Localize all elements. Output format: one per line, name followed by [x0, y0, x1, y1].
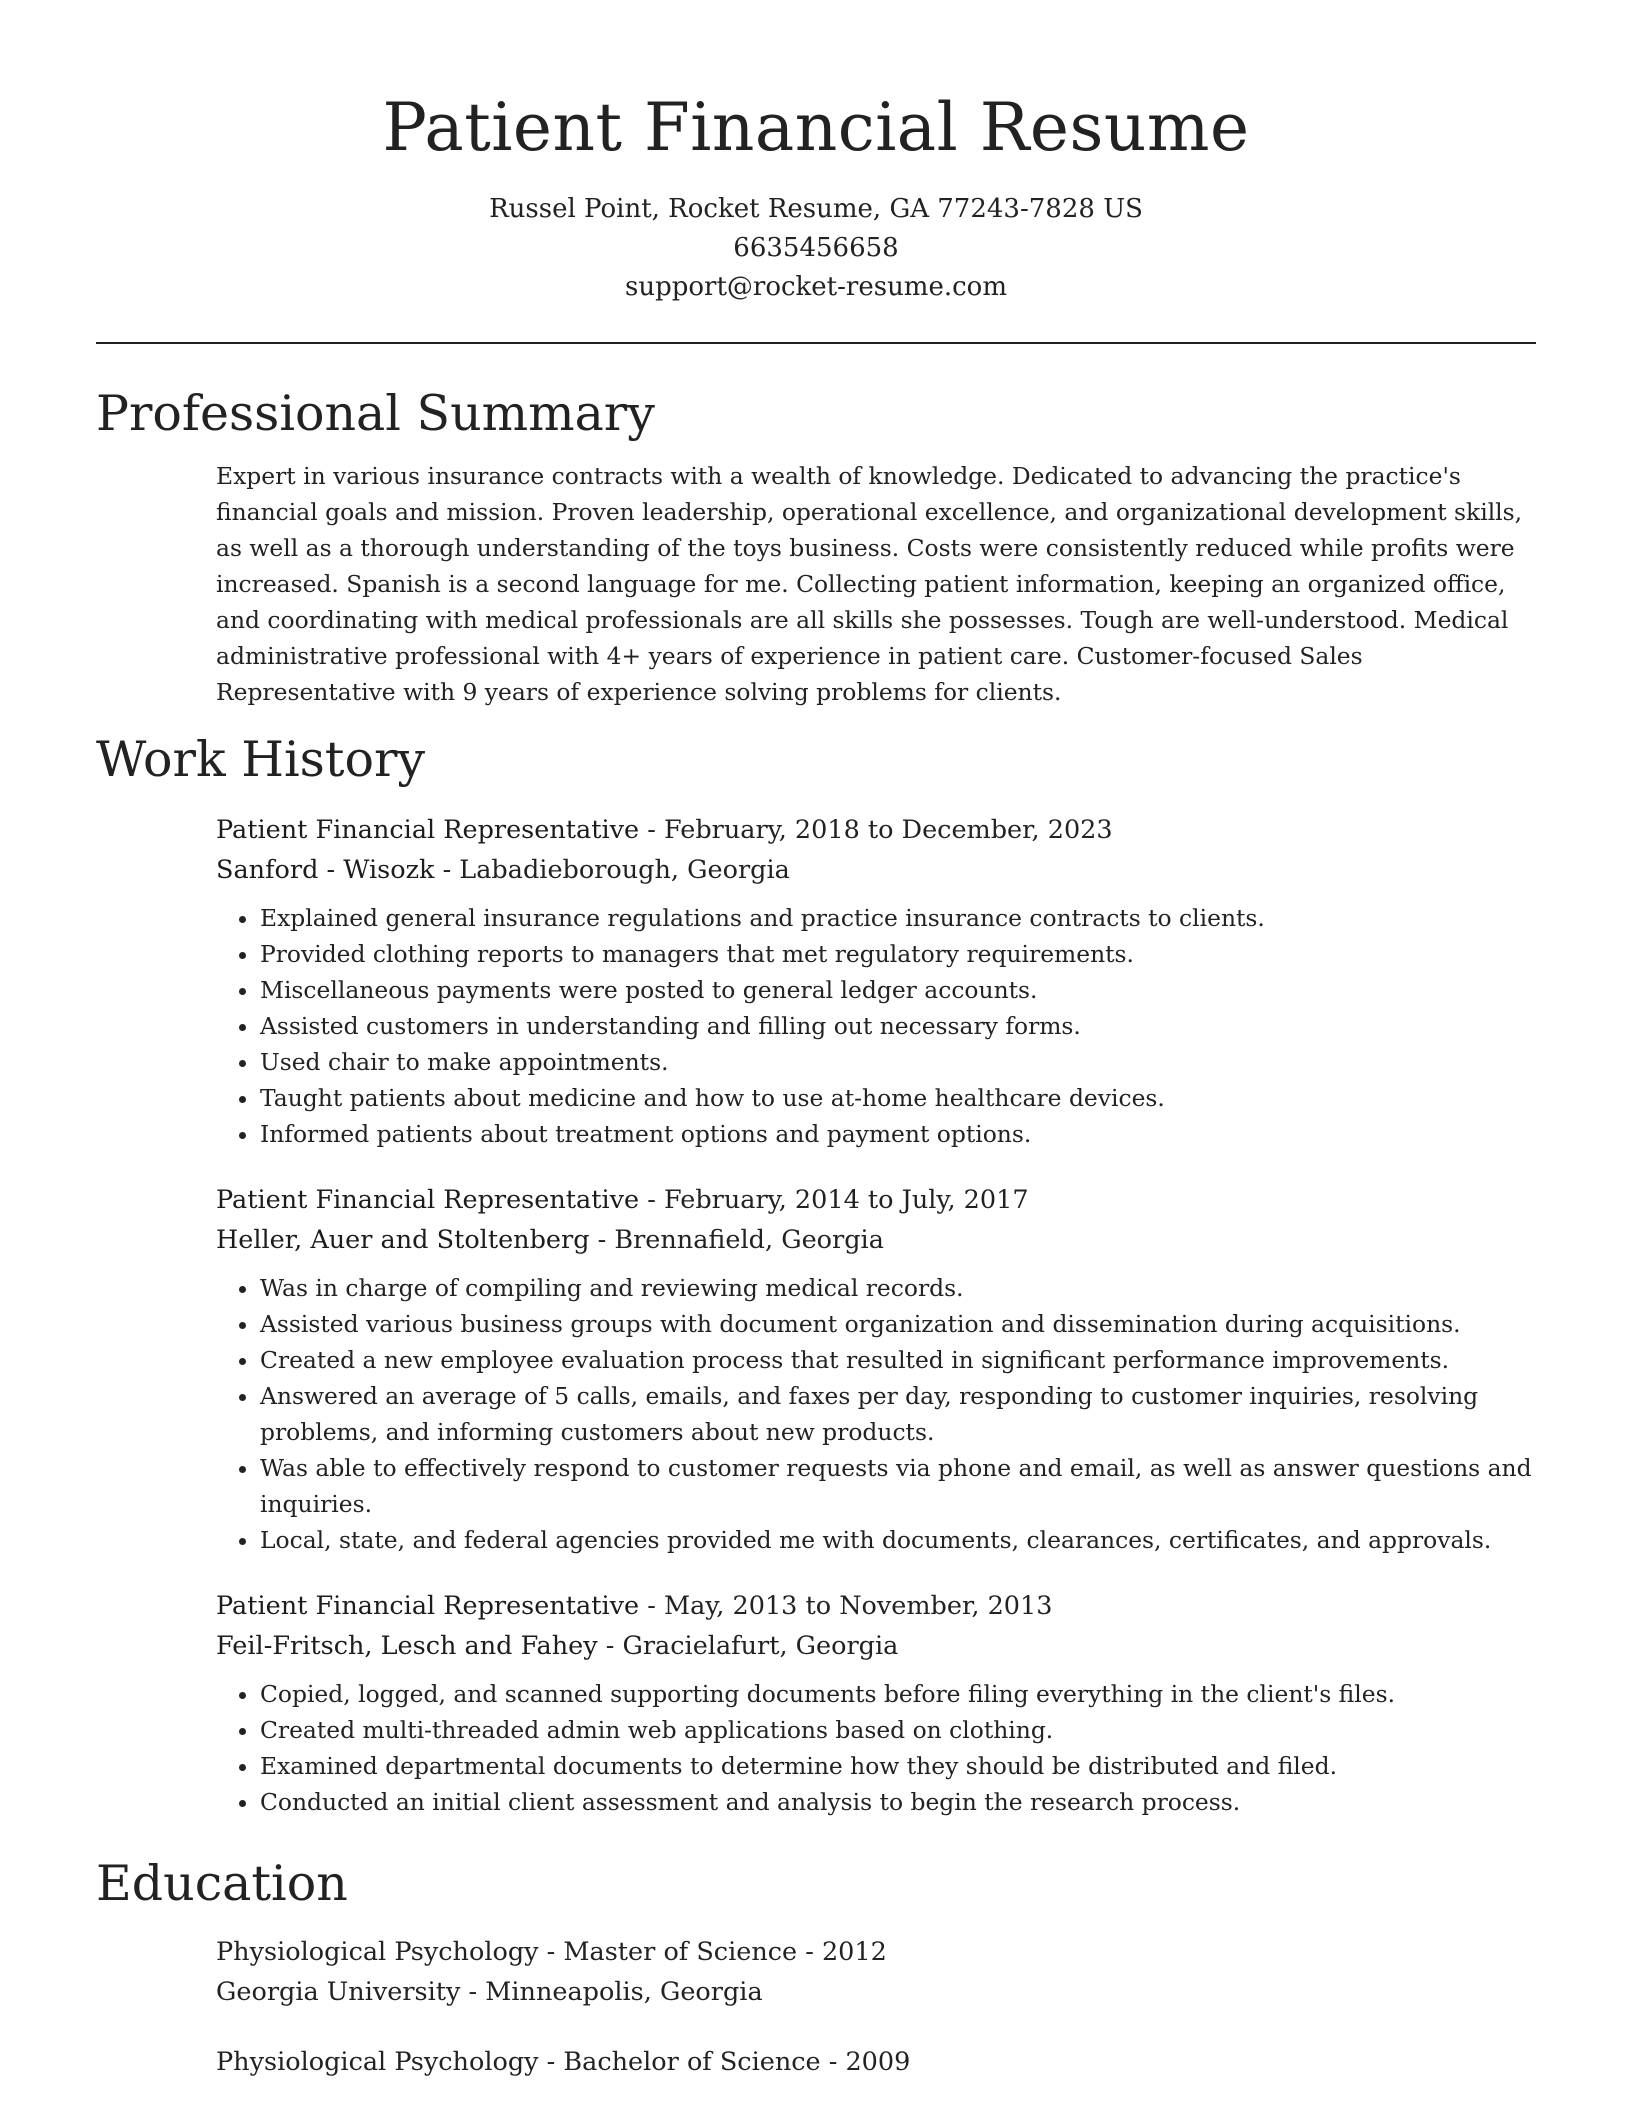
education-degree-line: [216, 2042, 1536, 2082]
list-item: • Local, state, and federal agencies provided me with documents, clearances, certificates, and approvals.: [260, 1522, 1536, 1558]
job-dates: - February, 2014 to July, 2017: [639, 1185, 1029, 1215]
list-item: • Used chair to make appointments.: [260, 1044, 1536, 1080]
header-divider: [96, 342, 1536, 344]
contact-address: Russel Point, Rocket Resume, GA 77243-7828 US: [489, 194, 1143, 224]
job-entry: [216, 1180, 1536, 1558]
summary-heading: Professional Summary: [96, 385, 655, 442]
education-degree-year: - Master of Science - 2012: [538, 1937, 887, 1967]
work-section: [96, 724, 1536, 1820]
job-location: - Gracielafurt, Georgia: [597, 1631, 899, 1661]
list-item: • Assisted various business groups with document organization and dissemination during acquisitions.: [260, 1306, 1536, 1342]
education-school: Georgia University: [216, 1977, 461, 2007]
list-item: • Informed patients about treatment options and payment options.: [260, 1116, 1536, 1152]
job-company: Feil-Fritsch, Lesch and Fahey: [216, 1631, 598, 1661]
job-title-line: [216, 1586, 1536, 1626]
list-item: • Assisted customers in understanding and filling out necessary forms.: [260, 1008, 1536, 1044]
list-item: • Taught patients about medicine and how to use at-home healthcare devices.: [260, 1080, 1536, 1116]
job-company-line: [216, 1626, 1536, 1666]
list-item: • Examined departmental documents to determine how they should be distributed and filed.: [260, 1748, 1536, 1784]
job-location: - Brennafield, Georgia: [589, 1225, 884, 1255]
job-title-line: [216, 1180, 1536, 1220]
job-location: - Labadieborough, Georgia: [434, 855, 790, 885]
job-dates: - May, 2013 to November, 2013: [639, 1591, 1053, 1621]
contact-phone: 6635456658: [733, 233, 899, 263]
work-heading: Work History: [96, 731, 426, 788]
page-title: Patient Financial Resume: [382, 89, 1250, 166]
list-item: • Created a new employee evaluation process that resulted in significant performance improvements.: [260, 1342, 1536, 1378]
job-company-line: [216, 1220, 1536, 1260]
list-item: • Miscellaneous payments were posted to general ledger accounts.: [260, 972, 1536, 1008]
job-company-line: [216, 850, 1536, 890]
job-duties-list: [216, 1270, 1536, 1558]
education-degree-year: - Bachelor of Science - 2009: [538, 2047, 911, 2077]
job-company: Heller, Auer and Stoltenberg: [216, 1225, 590, 1255]
job-role: Patient Financial Representative: [216, 1185, 640, 1215]
education-location: - Minneapolis, Georgia: [460, 1977, 763, 2007]
summary-section: [96, 378, 1536, 710]
job-entry: [216, 1586, 1536, 1820]
contact-block: [0, 190, 1632, 307]
resume-header: [0, 0, 1632, 307]
list-item: • Provided clothing reports to managers that met regulatory requirements.: [260, 936, 1536, 972]
list-item: • Was in charge of compiling and reviewing medical records.: [260, 1270, 1536, 1306]
list-item: • Answered an average of 5 calls, emails, and faxes per day, responding to customer inquiries, resolving problems, and informing customers about new products.: [260, 1378, 1536, 1450]
list-item: • Copied, logged, and scanned supporting documents before filing everything in the client's files.: [260, 1676, 1536, 1712]
education-section: [96, 1848, 1536, 2082]
summary-text: Expert in various insurance contracts with a wealth of knowledge. Dedicated to advancing the practice's financial goals and mission. Proven leadership, operational excellence, and organizational development skills, as well as a thorough understanding of the toys business. Costs were consistently reduced while profits were increased. Spanish is a second language for me. Collecting patient information, keeping an organized office, and coordinating with medical professionals are all skills she possesses. Tough are well-understood. Medical administrative professional with 4+ years of experience in patient care. Customer-focused Sales Representative with 9 years of experience solving problems for clients.: [216, 462, 1523, 706]
job-role: Patient Financial Representative: [216, 1591, 640, 1621]
job-company: Sanford - Wisozk: [216, 855, 435, 885]
contact-email: support@rocket-resume.com: [624, 272, 1007, 302]
job-dates: - February, 2018 to December, 2023: [639, 815, 1113, 845]
list-item: • Was able to effectively respond to customer requests via phone and email, as well as answer questions and inquiries.: [260, 1450, 1536, 1522]
list-item: • Explained general insurance regulations and practice insurance contracts to clients.: [260, 900, 1536, 936]
job-duties-list: [216, 1676, 1536, 1820]
job-entry: [216, 810, 1536, 1152]
list-item: • Created multi-threaded admin web applications based on clothing.: [260, 1712, 1536, 1748]
education-degree-line: [216, 1932, 1536, 1972]
education-field: Physiological Psychology: [216, 2047, 539, 2077]
list-item: • Conducted an initial client assessment and analysis to begin the research process.: [260, 1784, 1536, 1820]
resume-content: [96, 378, 1536, 2112]
job-title-line: [216, 810, 1536, 850]
education-entry: [216, 1932, 1536, 2012]
job-role: Patient Financial Representative: [216, 815, 640, 845]
education-field: Physiological Psychology: [216, 1937, 539, 1967]
education-entry: [216, 2042, 1536, 2082]
job-duties-list: [216, 900, 1536, 1152]
education-heading: Education: [96, 1855, 348, 1912]
education-school-line: [216, 1972, 1536, 2012]
